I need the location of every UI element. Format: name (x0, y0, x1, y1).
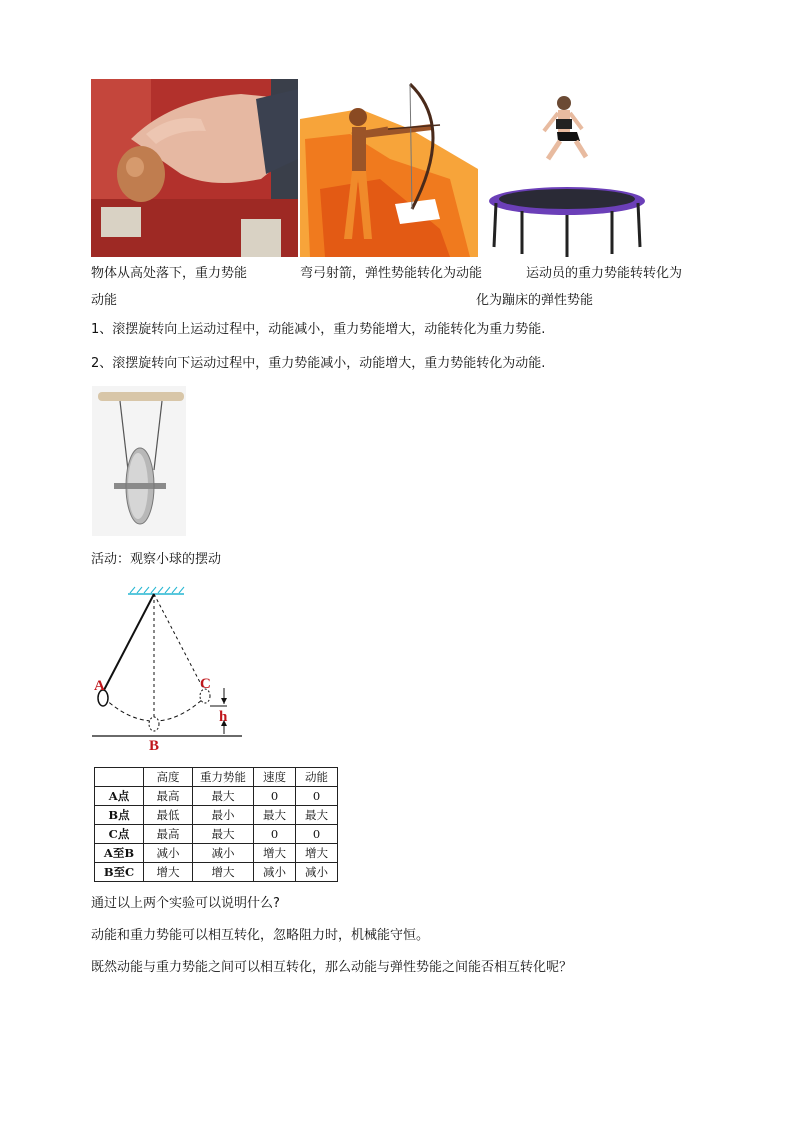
table-header-cell: 高度 (144, 768, 193, 787)
table-cell: 减小 (144, 844, 193, 863)
answer-text: 动能和重力势能可以相互转化，忽略阻力时，机械能守恒。 (91, 928, 430, 943)
table-row (95, 806, 338, 825)
table-header-cell: 动能 (296, 768, 338, 787)
table-cell: 减小 (254, 863, 296, 882)
label-h: h (219, 709, 228, 725)
table-cell: 最低 (144, 806, 193, 825)
table-cell: A点 (95, 787, 144, 806)
label-c: C (200, 676, 211, 692)
table-cell: 0 (254, 787, 296, 806)
table-cell: 增大 (254, 844, 296, 863)
followup-text: 既然动能与重力势能之间可以相互转化，那么动能与弹性势能之间能否相互转化呢？ (91, 960, 573, 975)
label-a: A (94, 678, 105, 694)
table-cell: 增大 (144, 863, 193, 882)
table-cell: 减小 (193, 844, 254, 863)
table-cell: 0 (296, 787, 338, 806)
table-cell: C点 (95, 825, 144, 844)
question-text: 通过以上两个实验可以说明什么? (91, 896, 280, 911)
archer-illustration (300, 79, 478, 257)
activity-title: 活动：观察小球的摆动 (91, 552, 222, 567)
table-cell: B点 (95, 806, 144, 825)
athlete-caption-line1: 运动员的重力势能转转化为 (526, 266, 683, 281)
table-cell: 最高 (144, 825, 193, 844)
table-cell: 减小 (296, 863, 338, 882)
table-header-cell (95, 768, 144, 787)
pendulum-diagram (92, 584, 242, 754)
table-header-cell: 速度 (254, 768, 296, 787)
table-cell: 0 (296, 825, 338, 844)
table-cell: B至C (95, 863, 144, 882)
archer-caption: 弯弓射箭，弹性势能转化为动能 (300, 266, 483, 281)
table-row (95, 863, 338, 882)
label-b: B (149, 738, 160, 754)
table-cell: A至B (95, 844, 144, 863)
table-cell: 0 (254, 825, 296, 844)
table-cell: 增大 (193, 863, 254, 882)
table-cell: 最大 (193, 825, 254, 844)
table-cell: 最大 (254, 806, 296, 825)
table-cell: 最大 (296, 806, 338, 825)
table-cell: 最小 (193, 806, 254, 825)
trampoline-photo (482, 79, 652, 257)
table-row (95, 844, 338, 863)
table-header-row (95, 768, 338, 787)
table-header-cell: 重力势能 (193, 768, 254, 787)
point-1: 1、滚摆旋转向上运动过程中，动能减小，重力势能增大，动能转化为重力势能. (91, 322, 546, 337)
table-cell: 增大 (296, 844, 338, 863)
egg-caption-line1: 物体从高处落下，重力势能 (91, 266, 248, 281)
egg-drop-photo (91, 79, 298, 257)
athlete-caption-line2: 化为蹦床的弹性势能 (476, 293, 594, 308)
table-row (95, 787, 338, 806)
point-2: 2、滚摆旋转向下运动过程中，重力势能减小，动能增大，重力势能转化为动能. (91, 356, 546, 371)
rolling-wheel-photo (92, 386, 186, 536)
table-cell: 最大 (193, 787, 254, 806)
egg-caption-line2: 动能 (91, 293, 118, 308)
table-row (95, 825, 338, 844)
energy-table (94, 767, 338, 882)
table-cell: 最高 (144, 787, 193, 806)
